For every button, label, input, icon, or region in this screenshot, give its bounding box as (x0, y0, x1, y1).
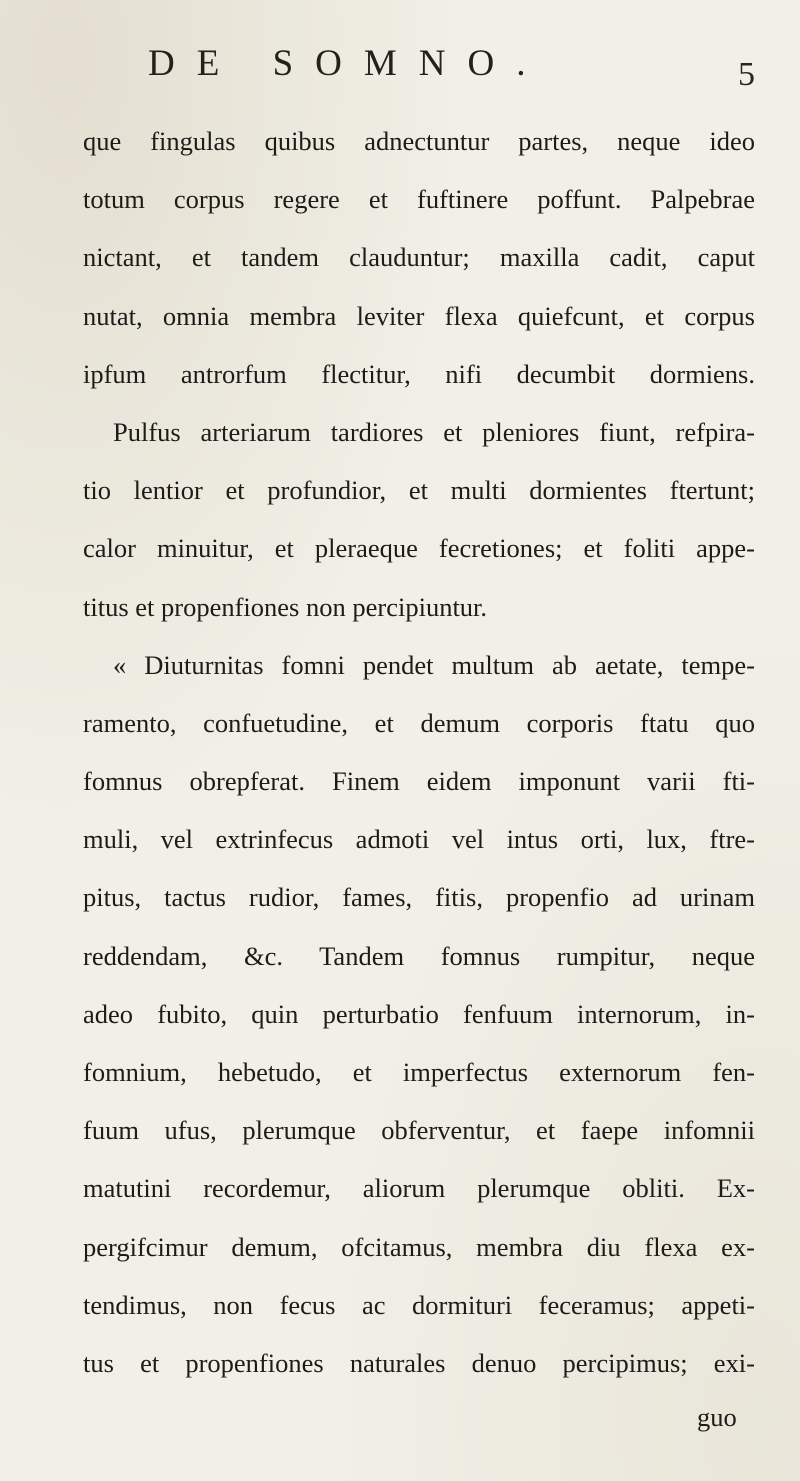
text-line-14: pitus, tactus rudior, fames, fitis, propenfio ad urinam (83, 882, 755, 913)
text-line-16: adeo fubito, quin perturbatio fenfuum internorum, in- (83, 998, 755, 1029)
catchword: guo (697, 1402, 737, 1432)
text-line-19: matutini recordemur, aliorum plerumque obliti. Ex- (83, 1173, 755, 1204)
text-line-11: ramento, confuetudine, et demum corporis ftatu quo (83, 707, 755, 738)
text-line-10: « Diuturnitas fomni pendet multum ab aetate, tempe- (113, 649, 755, 680)
text-line-22: tus et propenfiones naturales denuo percipimus; exi- (83, 1347, 755, 1378)
text-line-17: fomnium, hebetudo, et imperfectus externorum fen- (83, 1057, 755, 1087)
body-text (83, 112, 755, 1392)
text-line-7: tio lentior et profundior, et multi dormientes ftertunt; (83, 475, 755, 506)
text-line-21: tendimus, non fecus ac dormituri feceramus; appeti- (83, 1289, 755, 1320)
text-line-9: titus et propenfiones non percipiuntur. (83, 591, 488, 622)
text-line-4: nutat, omnia membra leviter flexa quiefcunt, et corpus (83, 300, 755, 331)
text-line-6: Pulfus arteriarum tardiores et pleniores fiunt, refpira- (113, 416, 755, 447)
text-line-13: muli, vel extrinfecus admoti vel intus orti, lux, ftre- (83, 824, 755, 855)
text-line-8: calor minuitur, et pleraeque fecretiones; et foliti appe- (83, 533, 755, 564)
text-line-18: fuum ufus, plerumque obferventur, et faepe infomnii (83, 1115, 755, 1146)
text-line-20: pergifcimur demum, ofcitamus, membra diu flexa ex- (83, 1231, 755, 1262)
text-line-5: ipfum antrorfum flectitur, nifi decumbit dormiens. (83, 358, 755, 389)
text-line-1: que fingulas quibus adnectuntur partes, neque ideo (83, 126, 755, 156)
running-head: DE SOMNO. (148, 43, 548, 84)
text-line-15: reddendam, &c. Tandem fomnus rumpitur, neque (83, 940, 755, 971)
page-number: 5 (738, 56, 755, 93)
page-header (0, 42, 800, 102)
text-line-12: fomnus obrepferat. Finem eidem imponunt varii fti- (83, 766, 755, 797)
text-line-3: nictant, et tandem clauduntur; maxilla cadit, caput (83, 242, 755, 273)
text-line-2: totum corpus regere et fuftinere poffunt. Palpebrae (83, 184, 755, 215)
